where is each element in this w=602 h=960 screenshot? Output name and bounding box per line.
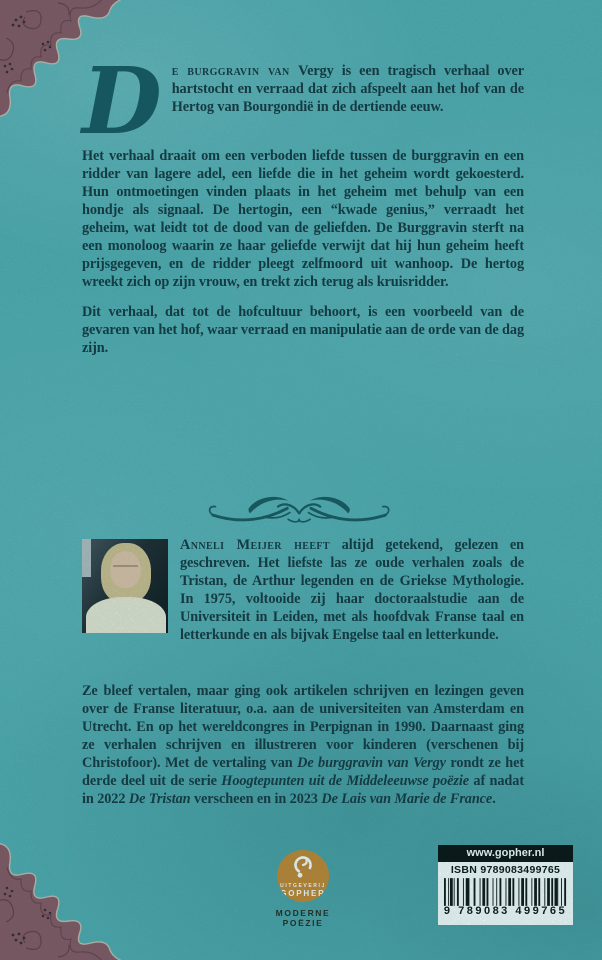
tagline-line-2: POËZIE: [282, 918, 324, 928]
corner-ornament-bottom-left-icon: [0, 804, 156, 960]
text-segment: Hoogtepunten uit de Middeleeuwse poëzie: [221, 773, 469, 789]
logo-name: GOPHER: [280, 889, 326, 898]
logo-imprint: UITGEVERIJ: [280, 883, 326, 889]
synopsis-paragraph-1-text: [172, 63, 524, 115]
synopsis-paragraph-3: Dit verhaal, dat tot de hofcultuur behoort, is een voorbeeld van de gevaren van het hof, waar verraad en manipulatie aan de orde van de dag zijn.: [82, 304, 524, 356]
gopher-logo-icon: [277, 850, 329, 902]
photo-window-highlight: [82, 539, 91, 577]
text-segment: verscheen en in 2023: [190, 791, 322, 807]
text-segment: altijd getekend, gelezen en geschreven. Het liefste las ze oude verhalen zoals de Tristan, de Arthur legenden en de Griekse Mythologie. In 1975, voltooide zij haar doctoraalstudie aan de Universiteit in Leiden, met als hoofdvak Franse taal en letterkunde en als bijvak Engelse taal en letterkunde.: [180, 537, 524, 643]
text-segment: Ze bleef vertalen, maar ging ook artikelen schrijven en lezingen geven over de Franse literatuur, o.a. aan de universiteiten van Amsterdam en Utrecht. En op het wereldcongres in Perpignan in 1990. Daarnaast ging ze verhalen schrijven en illustreren voor kinderen (verschenen bij Christofoor). Met de vertaling van: [82, 683, 524, 771]
logo-letter-g-icon: [277, 854, 329, 878]
author-photo: [82, 539, 168, 633]
text-segment: De Lais van Marie de France: [321, 791, 493, 807]
publisher-website: www.gopher.nl: [438, 845, 573, 862]
text-segment: De burggravin van Vergy: [297, 755, 446, 771]
photo-glasses: [113, 565, 138, 571]
photo-sweater: [86, 597, 166, 633]
barcode-block: [438, 845, 573, 925]
text-segment: De Tristan: [128, 791, 191, 807]
barcode-bars-icon: [444, 878, 567, 906]
text-segment: af nadat in 2022: [82, 773, 524, 807]
author-bio-text-1: [180, 537, 524, 643]
author-bio-paragraph-2: [82, 682, 524, 808]
dropcap-letter: D: [82, 47, 162, 155]
synopsis-paragraph-2: Het verhaal draait om een verboden liefde tussen de burggravin en een ridder van lagere adel, een liefde die in het geheim wordt gekoesterd. Hun ontmoetingen vinden plaats in het geheim met behulp van een hondje als signaal. De hertogin, een “kwade genius,” verraadt het geheim, wat leidt tot de dood van de geliefden. De Burggravin sterft na een monoloog waarin ze haar geliefde verwijt dat hij hun geheim heeft prijsgegeven, en de ridder pleegt zelfmoord uit wanhoop. De hertog wreekt zich op zijn vrouw, en trekt zich terug als kruisridder.: [82, 148, 524, 290]
text-segment: rondt ze het derde deel uit de serie: [82, 755, 524, 789]
text-segment: .: [492, 791, 496, 807]
text-segment: e burggravin van: [171, 63, 299, 79]
text-segment: Anneli Meijer heeft: [180, 537, 330, 553]
flourish-divider-icon: [206, 492, 392, 528]
author-bio-paragraph-1: [82, 536, 524, 644]
barcode-digits: 9 789083 499765: [443, 905, 568, 917]
synopsis-paragraph-1: [82, 47, 524, 155]
publisher-tagline: [262, 908, 344, 928]
text-segment: Vergy is een tragisch verhaal over hartstocht en verraad dat zich afspeelt aan het hof van de Hertog van Bourgondië in de dertiende eeuw.: [171, 63, 524, 115]
isbn-label: ISBN 9789083499765: [450, 864, 561, 876]
barcode-box: [438, 862, 573, 925]
tagline-line-1: MODERNE: [275, 908, 331, 918]
publisher-logo: [262, 850, 344, 928]
